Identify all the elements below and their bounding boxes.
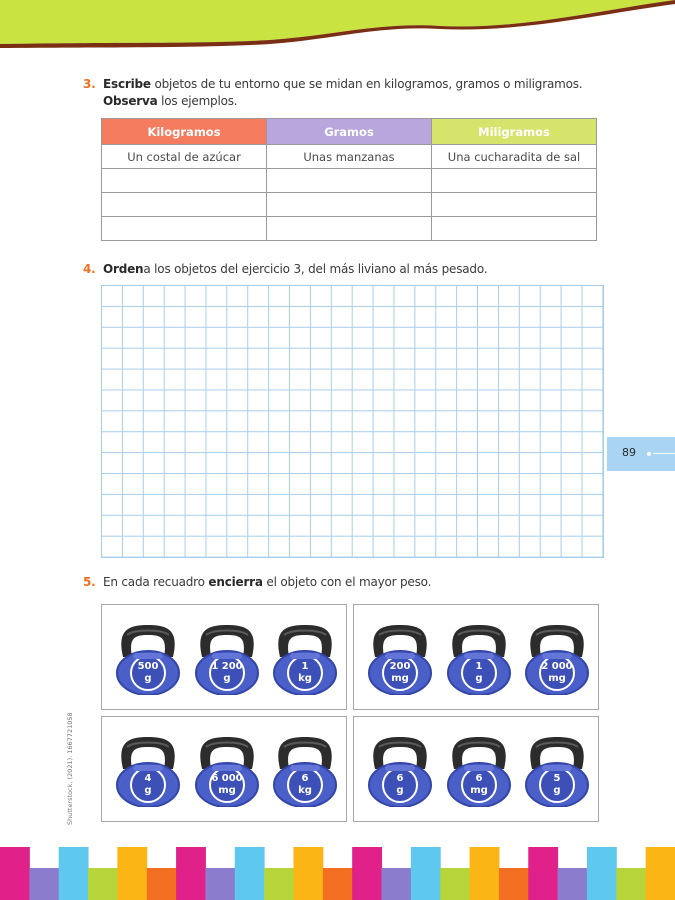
top-decorative-banner xyxy=(0,0,675,60)
color-stripe xyxy=(29,868,59,900)
kettlebell-unit: mg xyxy=(218,785,236,796)
kettlebell[interactable] xyxy=(270,735,340,807)
color-stripe xyxy=(323,868,353,900)
answer-cell[interactable] xyxy=(432,193,597,217)
page-tab-dot xyxy=(647,452,651,456)
kettlebell[interactable] xyxy=(192,735,262,807)
color-stripe xyxy=(646,847,675,900)
kettlebell-unit: g xyxy=(475,673,483,684)
kettlebell-icon xyxy=(192,735,262,807)
kettlebell-box-1 xyxy=(101,604,347,710)
kettlebell-icon xyxy=(270,623,340,695)
units-table xyxy=(101,118,597,241)
color-stripe xyxy=(499,868,529,900)
color-stripe xyxy=(264,868,294,900)
kettlebell-unit: mg xyxy=(391,673,409,684)
kettlebell-icon xyxy=(113,735,183,807)
kettlebell-value: 200 xyxy=(389,661,411,672)
answer-cell[interactable] xyxy=(102,217,267,241)
kettlebell-icon xyxy=(522,735,592,807)
kettlebell[interactable] xyxy=(270,623,340,695)
kettlebell-unit: g xyxy=(144,673,152,684)
q3-text-line1: objetos de tu entorno que se midan en kilogramos, gramos o miligramos. xyxy=(150,77,583,91)
kettlebell-value: 4 xyxy=(144,773,152,784)
question-4 xyxy=(83,261,603,278)
kettlebell-value: 2 000 xyxy=(541,661,573,672)
color-stripe xyxy=(59,847,89,900)
q4-text: a los objetos del ejercicio 3, del más liviano al más pesado. xyxy=(143,262,488,276)
q5-text-pre: En cada recuadro xyxy=(103,575,209,589)
color-stripe xyxy=(352,847,382,900)
kettlebell[interactable] xyxy=(444,735,514,807)
kettlebell-box-3 xyxy=(101,716,347,822)
color-stripe xyxy=(0,847,30,900)
kettlebell[interactable] xyxy=(113,623,183,695)
answer-cell[interactable] xyxy=(102,193,267,217)
kettlebell-unit: mg xyxy=(470,785,488,796)
color-stripe xyxy=(411,847,441,900)
color-stripe xyxy=(558,868,588,900)
kettlebell[interactable] xyxy=(113,735,183,807)
q4-verb-ordena: Orden xyxy=(103,262,144,276)
table-row xyxy=(102,217,597,241)
color-stripe xyxy=(470,847,500,900)
example-miligramos: Una cucharadita de sal xyxy=(432,145,597,169)
color-stripe xyxy=(528,847,558,900)
color-stripe xyxy=(440,868,470,900)
header-miligramos: Miligramos xyxy=(432,119,597,145)
bottom-color-stripes xyxy=(0,847,675,900)
color-stripe xyxy=(382,868,412,900)
kettlebell[interactable] xyxy=(444,623,514,695)
kettlebell-value: 5 xyxy=(553,773,561,784)
kettlebell-icon xyxy=(113,623,183,695)
table-row xyxy=(102,193,597,217)
kettlebell-icon xyxy=(444,623,514,695)
question-4-number: 4. xyxy=(83,262,96,276)
kettlebell-unit: kg xyxy=(298,785,312,796)
answer-grid[interactable] xyxy=(101,285,604,558)
kettlebell-unit: g xyxy=(396,785,404,796)
kettlebell-value: 1 xyxy=(301,661,309,672)
kettlebell-value: 6 000 xyxy=(211,773,243,784)
table-row xyxy=(102,169,597,193)
example-kilogramos: Un costal de azúcar xyxy=(102,145,267,169)
answer-cell[interactable] xyxy=(267,193,432,217)
kettlebell[interactable] xyxy=(192,623,262,695)
color-stripe xyxy=(616,868,646,900)
q5-text: el objeto con el mayor peso. xyxy=(262,575,432,589)
kettlebell-value: 500 xyxy=(137,661,159,672)
kettlebell[interactable] xyxy=(365,735,435,807)
kettlebell-unit: g xyxy=(144,785,152,796)
kettlebell-value: 6 xyxy=(475,773,483,784)
kettlebell-icon xyxy=(522,623,592,695)
color-stripe xyxy=(587,847,617,900)
kettlebell-icon xyxy=(444,735,514,807)
color-stripe xyxy=(293,847,323,900)
kettlebell-value: 6 xyxy=(396,773,404,784)
question-3 xyxy=(83,76,603,110)
q5-verb-encierra: encierra xyxy=(208,575,263,589)
kettlebell-icon xyxy=(270,735,340,807)
kettlebell-icon xyxy=(192,623,262,695)
question-5 xyxy=(83,574,603,591)
image-credit: Shutterstock, (2021). 1667721058 xyxy=(66,712,74,825)
answer-cell[interactable] xyxy=(102,169,267,193)
kettlebell-value: 1 200 xyxy=(211,661,243,672)
page-number: 89 xyxy=(622,446,636,459)
header-kilogramos: Kilogramos xyxy=(102,119,267,145)
kettlebell-value: 6 xyxy=(301,773,309,784)
kettlebell-unit: g xyxy=(553,785,561,796)
kettlebell[interactable] xyxy=(522,735,592,807)
units-table-header xyxy=(102,119,597,145)
table-row xyxy=(102,145,597,169)
page-tab-line xyxy=(653,453,675,454)
q3-verb-observa: Observa xyxy=(103,94,158,108)
page-number-tab xyxy=(607,437,675,471)
kettlebell-box-2 xyxy=(353,604,599,710)
example-gramos: Unas manzanas xyxy=(267,145,432,169)
color-stripe xyxy=(205,868,235,900)
kettlebell[interactable] xyxy=(365,623,435,695)
color-stripe xyxy=(176,847,206,900)
kettlebell-unit: kg xyxy=(298,673,312,684)
question-5-number: 5. xyxy=(83,575,96,589)
q3-text-line2: los ejemplos. xyxy=(157,94,238,108)
color-stripe xyxy=(235,847,265,900)
answer-cell[interactable] xyxy=(432,217,597,241)
answer-cell[interactable] xyxy=(267,217,432,241)
kettlebell-unit: g xyxy=(223,673,231,684)
question-3-number: 3. xyxy=(83,77,96,91)
kettlebell-unit: mg xyxy=(548,673,566,684)
q3-verb-escribe: Escribe xyxy=(103,77,151,91)
color-stripe xyxy=(88,868,118,900)
color-stripe xyxy=(147,868,177,900)
answer-cell[interactable] xyxy=(432,169,597,193)
kettlebell-value: 1 xyxy=(475,661,483,672)
kettlebell[interactable] xyxy=(522,623,592,695)
kettlebell-box-4 xyxy=(353,716,599,822)
answer-cell[interactable] xyxy=(267,169,432,193)
color-stripe xyxy=(117,847,147,900)
kettlebell-icon xyxy=(365,735,435,807)
kettlebell-icon xyxy=(365,623,435,695)
header-gramos: Gramos xyxy=(267,119,432,145)
